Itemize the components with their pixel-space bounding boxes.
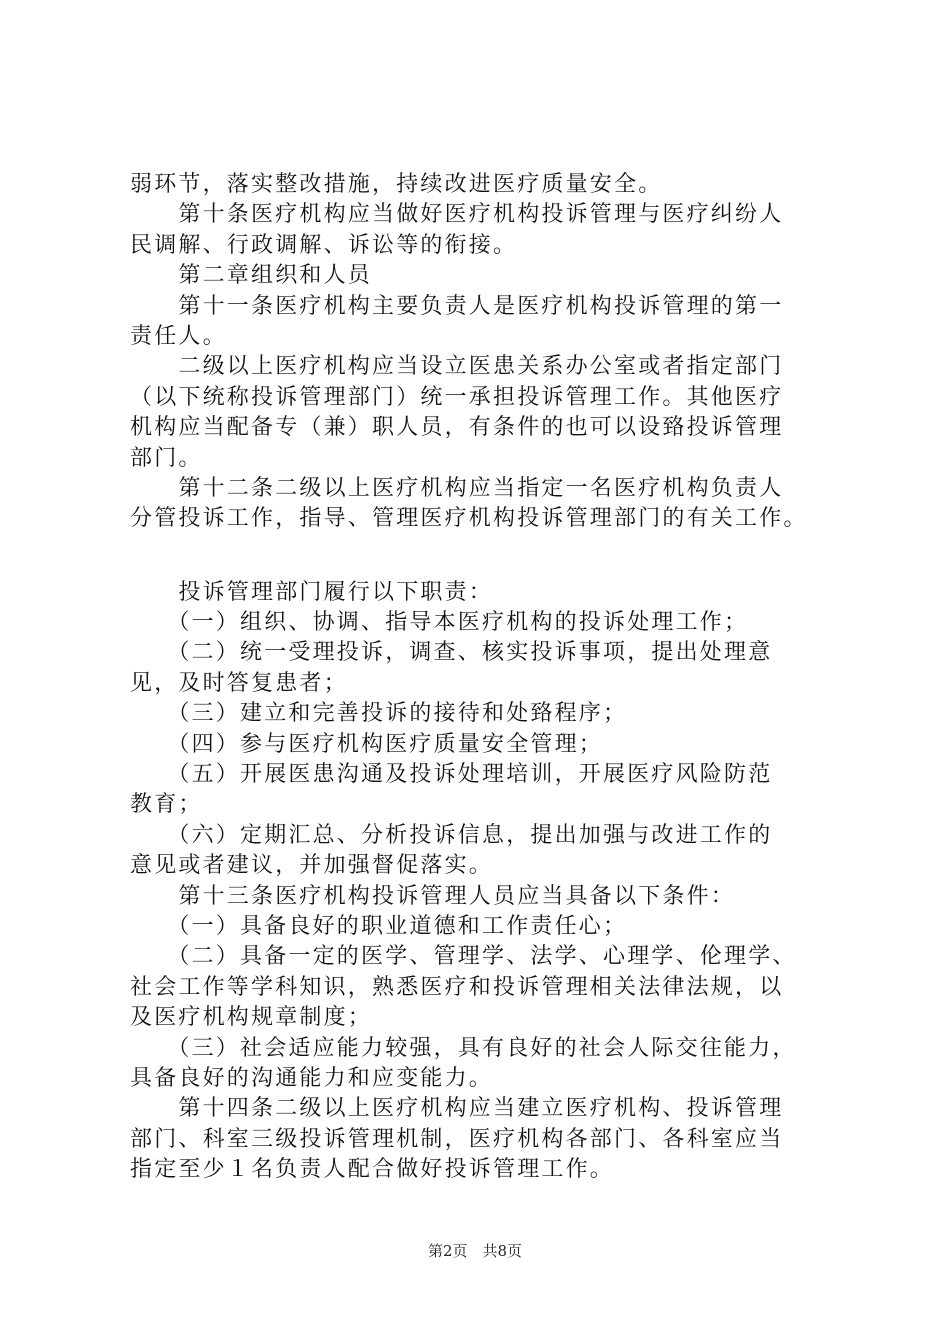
text-line: （六）定期汇总、分析投诉信息，提出加强与改进工作的 <box>130 822 773 848</box>
text-line: 社会工作等学科知识，熟悉医疗和投诉管理相关法律法规，以 <box>130 974 784 1000</box>
text-line: 第十二条二级以上医疗机构应当指定一名医疗机构负责人 <box>130 475 784 501</box>
text-line: 第十四条二级以上医疗机构应当建立医疗机构、投诉管理 <box>130 1096 784 1122</box>
text-line: （二）统一受理投诉，调查、核实投诉事项，提出处理意 <box>130 640 773 666</box>
blank-line <box>130 535 830 578</box>
text-line: 指定至少１名负责人配合做好投诉管理工作。 <box>130 1157 615 1183</box>
text-line: （三）社会适应能力较强，具有良好的社会人际交往能力， <box>130 1035 797 1061</box>
text-line: 第十条医疗机构应当做好医疗机构投诉管理与医疗纠纷人 <box>130 202 784 228</box>
text-line: （五）开展医患沟通及投诉处理培训，开展医疗风险防范 <box>130 762 773 788</box>
text-line: 教育； <box>130 792 203 818</box>
text-line: 民调解、行政调解、诉讼等的衔接。 <box>130 232 518 258</box>
text-line: （一）具备良好的职业道德和工作责任心； <box>130 913 628 939</box>
text-line: 投诉管理部门履行以下职责： <box>130 579 494 605</box>
text-line: （四）参与医疗机构医疗质量安全管理； <box>130 731 604 757</box>
text-line: 具备良好的沟通能力和应变能力。 <box>130 1065 494 1091</box>
text-line: 弱环节，落实整改措施，持续改进医疗质量安全。 <box>130 172 663 197</box>
text-line: （一）组织、协调、指导本医疗机构的投诉处理工作； <box>130 610 749 636</box>
text-line: 第十三条医疗机构投诉管理人员应当具备以下条件： <box>130 883 736 909</box>
text-line: 机构应当配备专（兼）职人员，有条件的也可以设臵投诉管理 <box>130 415 784 441</box>
text-line: （以下统称投诉管理部门）统一承担投诉管理工作。其他医疗 <box>130 384 784 410</box>
text-line: 部门。 <box>130 445 203 471</box>
text-line: （二）具备一定的医学、管理学、法学、心理学、伦理学、 <box>130 944 797 970</box>
text-line: 二级以上医疗机构应当设立医患关系办公室或者指定部门 <box>130 354 784 380</box>
text-line: （三）建立和完善投诉的接待和处臵程序； <box>130 701 628 727</box>
page-number-footer: 第2页 共8页 <box>427 1242 523 1260</box>
document-body <box>130 170 830 1186</box>
text-line: 第十一条医疗机构主要负责人是医疗机构投诉管理的第一 <box>130 293 784 319</box>
text-line: 责任人。 <box>130 323 227 349</box>
chapter-heading: 第二章组织和人员 <box>130 263 373 289</box>
text-line: 意见或者建议，并加强督促落实。 <box>130 853 494 879</box>
text-line: 见，及时答复患者； <box>130 670 348 696</box>
text-line: 部门、科室三级投诉管理机制，医疗机构各部门、各科室应当 <box>130 1126 784 1152</box>
text-line: 及医疗机构规章制度； <box>130 1005 373 1031</box>
text-line: 分管投诉工作，指导、管理医疗机构投诉管理部门的有关工作。 <box>130 506 808 532</box>
